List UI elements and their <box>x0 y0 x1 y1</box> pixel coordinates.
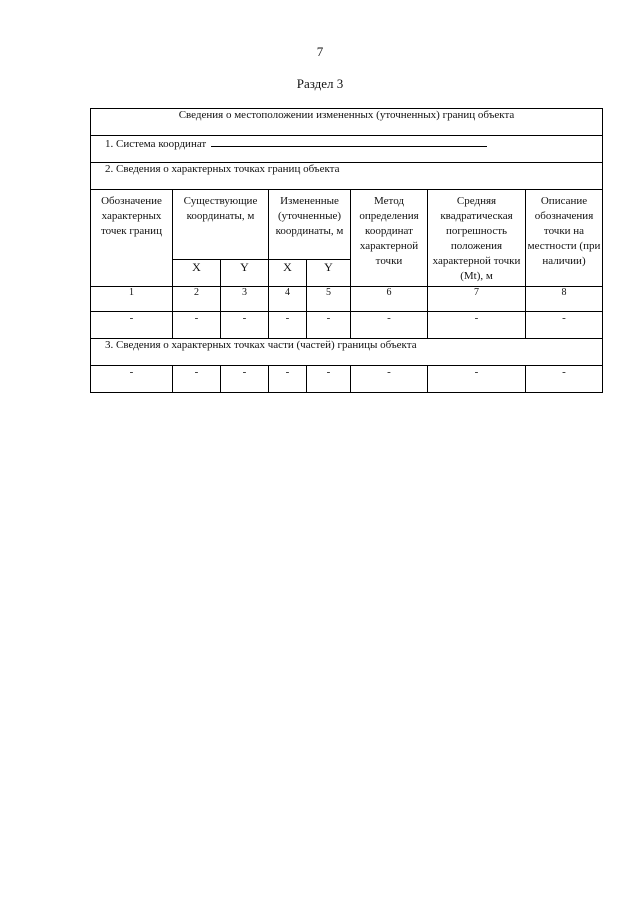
column-number: 1 <box>91 287 173 312</box>
table-cell: - <box>173 366 221 393</box>
coord-system-cell <box>91 136 603 163</box>
table-row <box>91 366 603 393</box>
table-cell: - <box>428 366 526 393</box>
table-cell: - <box>351 366 428 393</box>
table-cell: - <box>526 312 603 339</box>
table-cell: - <box>307 366 351 393</box>
table-title: Сведения о местоположении измененных (уточненных) границ объекта <box>91 109 603 136</box>
coord-system-blank-line <box>211 136 487 147</box>
table-row <box>91 312 603 339</box>
column-number-row <box>91 287 603 312</box>
table-cell: - <box>351 312 428 339</box>
section2-row <box>91 163 603 190</box>
boundary-table <box>90 108 603 393</box>
header-point-designation: Обозначение характерных точек границ <box>91 190 173 287</box>
table-cell: - <box>91 366 173 393</box>
header-y-existing: Y <box>221 260 269 287</box>
header-changed-coords: Измененные (уточненные) координаты, м <box>269 190 351 260</box>
header-x-changed: X <box>269 260 307 287</box>
column-number: 4 <box>269 287 307 312</box>
column-number: 6 <box>351 287 428 312</box>
header-y-changed: Y <box>307 260 351 287</box>
table-cell: - <box>173 312 221 339</box>
table-cell: - <box>428 312 526 339</box>
coord-system-row <box>91 136 603 163</box>
table-cell: - <box>221 366 269 393</box>
table-cell: - <box>269 312 307 339</box>
header-existing-coords: Существующие координаты, м <box>173 190 269 260</box>
table-cell: - <box>307 312 351 339</box>
coord-system-label: 1. Система координат <box>105 138 207 150</box>
column-number: 3 <box>221 287 269 312</box>
column-number: 5 <box>307 287 351 312</box>
table-cell: - <box>91 312 173 339</box>
column-number: 8 <box>526 287 603 312</box>
section-title: Раздел 3 <box>296 76 344 91</box>
table-cell: - <box>526 366 603 393</box>
table-cell: - <box>221 312 269 339</box>
header-mean-error: Средняя квадратическая погрешность положения характерной точки (Mt), м <box>428 190 526 287</box>
table-title-row <box>91 109 603 136</box>
column-number: 2 <box>173 287 221 312</box>
section3-label: 3. Сведения о характерных точках части (частей) границы объекта <box>91 339 603 366</box>
header-row <box>91 190 603 260</box>
header-x-existing: X <box>173 260 221 287</box>
section3-row <box>91 339 603 366</box>
section2-label: 2. Сведения о характерных точках границ объекта <box>91 163 603 190</box>
header-method: Метод определения координат характерной точки <box>351 190 428 287</box>
table-cell: - <box>269 366 307 393</box>
column-number: 7 <box>428 287 526 312</box>
page-number: 7 <box>316 44 324 59</box>
header-description: Описание обозначения точки на местности (при наличии) <box>526 190 603 287</box>
